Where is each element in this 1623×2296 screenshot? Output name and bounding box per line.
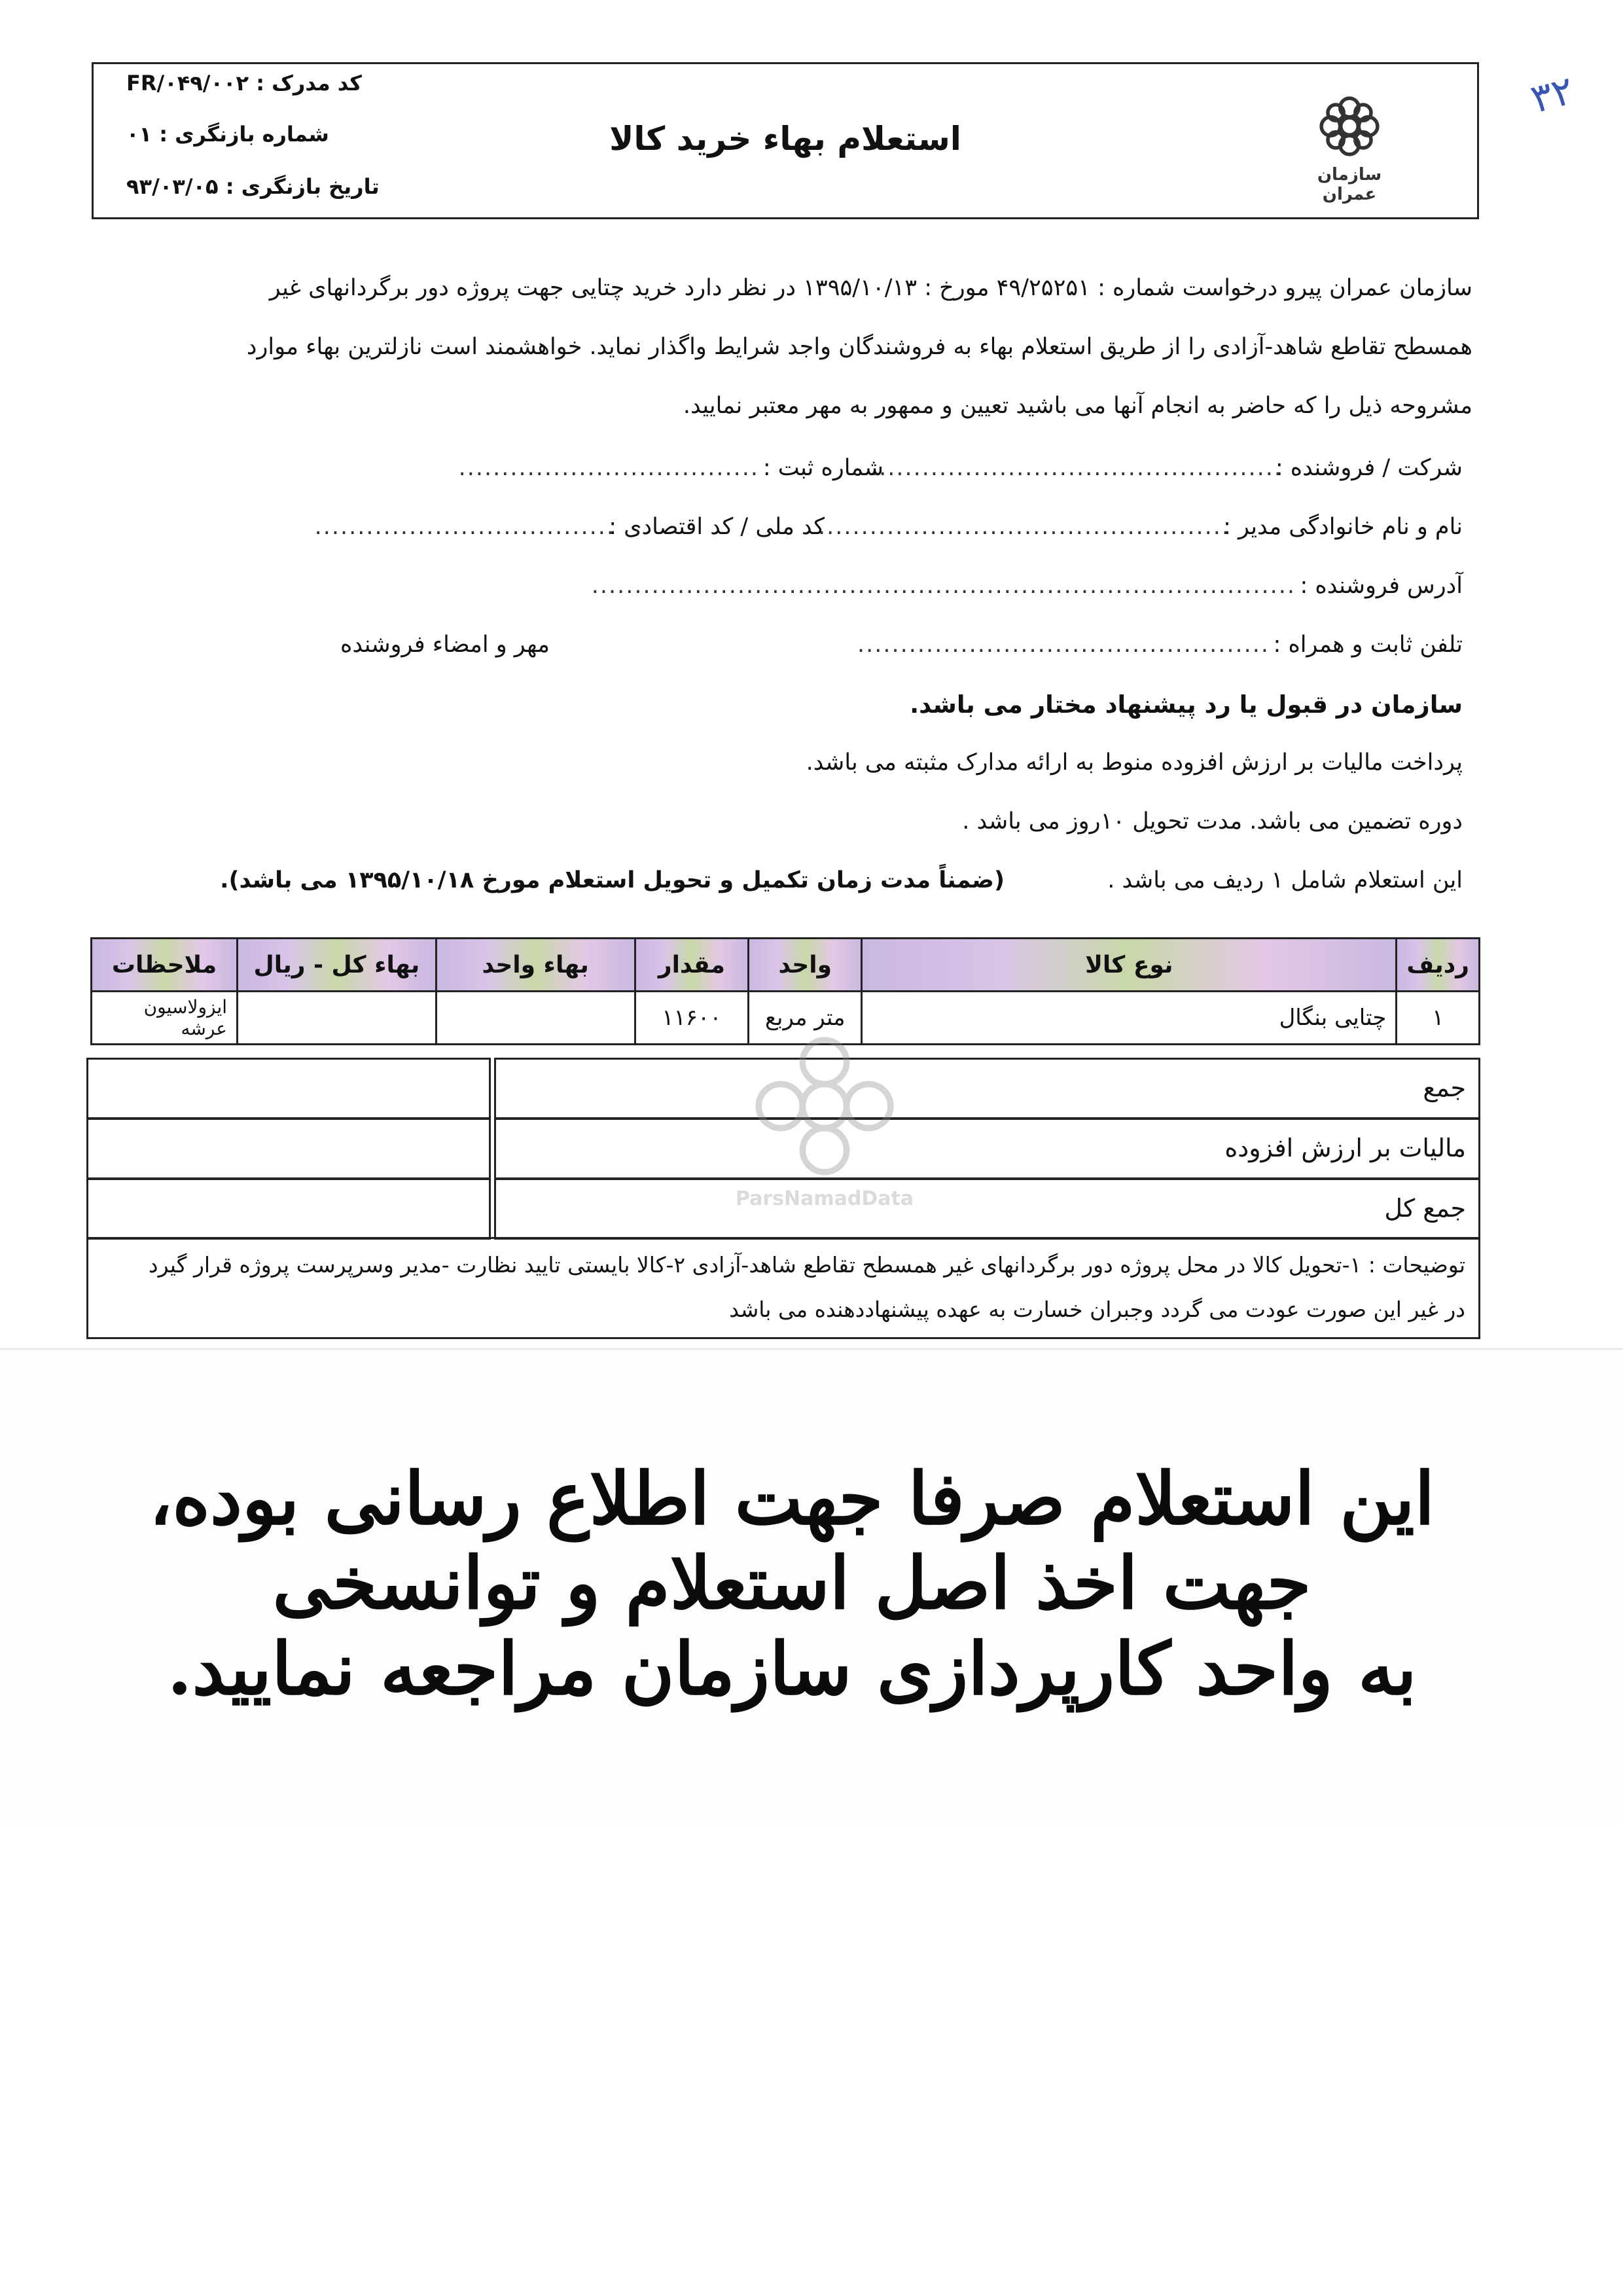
manager-label: نام و نام خانوادگی مدیر : bbox=[1223, 514, 1463, 540]
rows-count-term: این استعلام شامل ۱ ردیف می باشد . bbox=[1107, 867, 1463, 893]
total-label: جمع bbox=[1423, 1073, 1466, 1102]
grand-total-value-box bbox=[86, 1178, 491, 1240]
revision-number: شماره بازنگری : ۰۱ bbox=[126, 122, 329, 147]
col-header-row-no: ردیف bbox=[1397, 939, 1480, 992]
reg-no-dots: ................................... bbox=[458, 455, 759, 481]
cell-quantity: ۱۱۶۰۰ bbox=[635, 992, 749, 1045]
cell-remarks: ایزولاسیون عرشه bbox=[92, 992, 238, 1045]
notes-text bbox=[98, 1243, 1465, 1332]
reg-no-label: شماره ثبت : bbox=[762, 455, 883, 481]
col-header-item-type: نوع کالا bbox=[862, 939, 1397, 992]
phone-dots: ................................................ bbox=[857, 632, 1270, 658]
notes-box bbox=[86, 1237, 1480, 1339]
intro-line-3: مشروحه ذیل را که حاضر به انجام آنها می باشید تعیین و ممهور به مهر معتبر نمایید. bbox=[683, 393, 1472, 419]
vat-value-box bbox=[86, 1118, 491, 1179]
col-header-remarks: ملاحظات bbox=[92, 939, 238, 992]
col-header-unit: واحد bbox=[749, 939, 862, 992]
warranty-delivery-term: دوره تضمین می باشد. مدت تحویل ۱۰روز می باشد . bbox=[962, 808, 1463, 834]
page-title: استعلام بهاء خرید کالا bbox=[609, 120, 961, 158]
table-header-row bbox=[92, 939, 1480, 992]
national-code-dots: ................................... bbox=[314, 514, 615, 540]
document-header bbox=[92, 62, 1479, 219]
corner-handwritten-mark: ۳۲ bbox=[1526, 67, 1579, 123]
seller-stamp-label: مهر و امضاء فروشنده bbox=[340, 632, 550, 658]
doc-code: کد مدرک : FR/۰۴۹/۰۰۲ bbox=[126, 71, 362, 96]
address-label: آدرس فروشنده : bbox=[1300, 573, 1463, 599]
flower-logo-icon bbox=[1313, 90, 1385, 162]
intro-line-1: سازمان عمران پیرو درخواست شماره : ۴۹/۲۵۲۵۱ مورخ : ۱۳۹۵/۱۰/۱۳ در نظر دارد خرید چتایی جهت پروژه دور برگردانهای غیر bbox=[269, 275, 1472, 301]
intro-line-2: همسطح تقاطع شاهد-آزادی را از طریق استعلام بهاء به فروشندگان واجد شرایط واگذار نماید. خواهشمند است نازلترین بهاء موارد bbox=[246, 334, 1472, 360]
vat-term: پرداخت مالیات بر ارزش افزوده منوط به ارائه مدارک مثبته می باشد. bbox=[806, 749, 1463, 776]
phone-label: تلفن ثابت و همراه : bbox=[1273, 632, 1463, 658]
cell-unit: متر مربع bbox=[749, 992, 862, 1045]
col-header-total-price: بهاء کل - ریال bbox=[238, 939, 437, 992]
col-header-quantity: مقدار bbox=[635, 939, 749, 992]
total-value-box bbox=[86, 1058, 491, 1119]
address-dots: .................................................................................. bbox=[591, 573, 1296, 599]
cell-total-price bbox=[238, 992, 437, 1045]
cell-unit-price bbox=[436, 992, 635, 1045]
notice-line-1: این استعلام صرفا جهت اطلاع رسانی بوده، جهت اخذ اصل استعلام و توانسخی bbox=[149, 1456, 1435, 1625]
grand-total-label-box bbox=[494, 1178, 1480, 1240]
organization-logo bbox=[1300, 90, 1399, 202]
watermark-text: ParsNamadData bbox=[735, 1187, 914, 1210]
cell-row-no: ۱ bbox=[1397, 992, 1480, 1045]
watermark-logo-icon bbox=[746, 1028, 903, 1185]
total-label-box bbox=[494, 1058, 1480, 1119]
notes-line-2: در غیر این صورت عودت می گردد وجبران خسارت به عهده پیشنهاددهنده می باشد bbox=[729, 1297, 1465, 1322]
grand-total-label: جمع کل bbox=[1384, 1194, 1466, 1223]
col-header-unit-price: بهاء واحد bbox=[436, 939, 635, 992]
notice-line-2: به واحد کارپردازی سازمان مراجعه نمایید. bbox=[167, 1626, 1417, 1711]
national-code-label: کد ملی / کد اقتصادی : bbox=[609, 514, 825, 540]
company-label: شرکت / فروشنده : bbox=[1275, 455, 1463, 481]
revision-date: تاریخ بازنگری : ۹۳/۰۳/۰۵ bbox=[126, 174, 380, 199]
company-dots: ................................................ bbox=[870, 455, 1283, 481]
cell-item-type: چتایی بنگال bbox=[862, 992, 1397, 1045]
deadline-term: (ضمناً مدت زمان تکمیل و تحویل استعلام مورخ ۱۳۹۵/۱۰/۱۸ می باشد). bbox=[220, 867, 1005, 893]
logo-label: سازمان عمران bbox=[1317, 165, 1382, 204]
accept-reject-term: سازمان در قبول یا رد پیشنهاد مختار می باشد. bbox=[910, 691, 1463, 719]
manager-dots: ................................................ bbox=[817, 514, 1230, 540]
notes-line-1: توضیحات : ۱-تحویل کالا در محل پروژه دور برگردانهای غیر همسطح تقاطع شاهد-آزادی ۲-کالا بایستی تایید نظارت -مدیر وسرپرست پروژه قرار گیرد bbox=[148, 1252, 1465, 1278]
vat-label: مالیات بر ارزش افزوده bbox=[1224, 1134, 1466, 1162]
